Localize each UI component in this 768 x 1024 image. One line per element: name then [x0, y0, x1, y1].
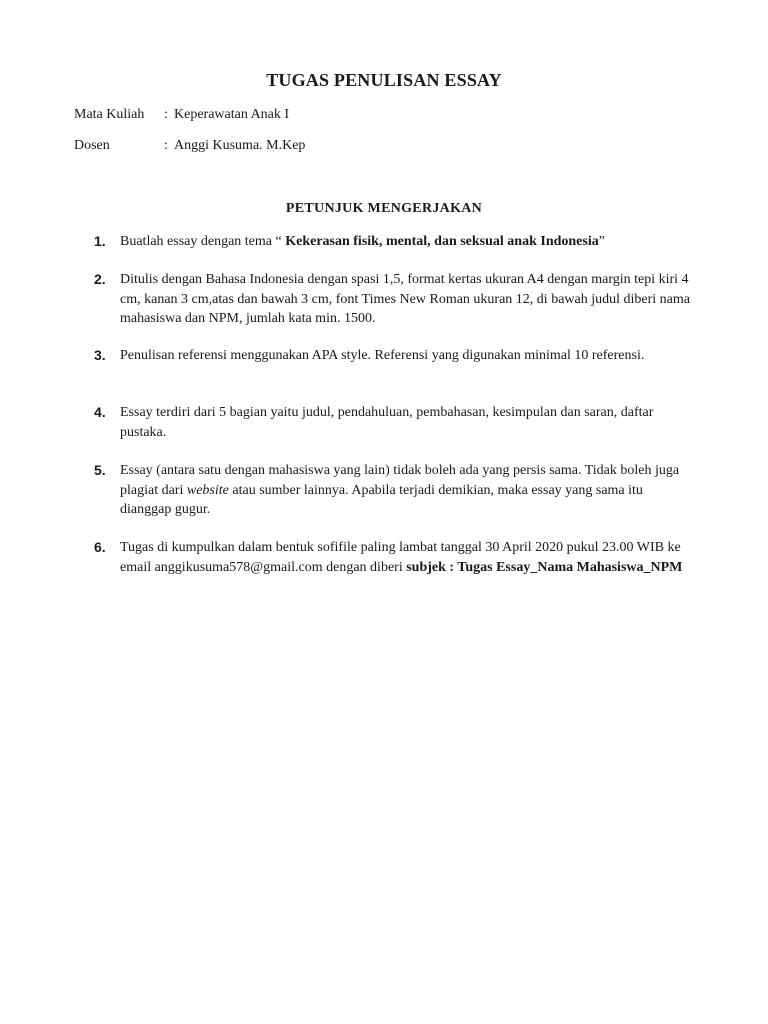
instruction-text	[120, 538, 692, 577]
instruction-text-part: Tugas di kumpulkan dalam bentuk sofifile paling lambat tanggal 30 April 2020 pukul 23.00 WIB ke email anggikusuma578@gmail.com dengan diberi	[120, 540, 681, 575]
instruction-item	[94, 538, 694, 577]
instruction-number: 2.	[94, 271, 106, 287]
instruction-number: 3.	[94, 347, 106, 363]
instruction-emphasis: website	[186, 482, 229, 498]
instruction-item	[94, 232, 694, 252]
instruction-item	[94, 461, 694, 520]
meta-value: Keperawatan Anak I	[174, 107, 290, 122]
meta-separator: :	[164, 107, 168, 122]
instruction-number: 6.	[94, 539, 106, 555]
document-title: TUGAS PENULISAN ESSAY	[266, 70, 502, 90]
instruction-number: 4.	[94, 404, 106, 420]
meta-label: Dosen	[74, 138, 110, 153]
instruction-item	[94, 270, 694, 329]
instruction-text-part: Buatlah essay dengan tema “	[120, 234, 286, 249]
instruction-text-part: ”	[598, 234, 605, 249]
meta-value: Anggi Kusuma. M.Kep	[174, 138, 306, 153]
meta-separator: :	[164, 138, 168, 153]
instruction-text: Ditulis dengan Bahasa Indonesia dengan spasi 1,5, format kertas ukuran A4 dengan margin tepi kiri 4 cm, kanan 3 cm,atas dan bawah 3 cm, font Times New Roman ukuran 12, di bawah judul diberi nama mahasiswa dan NPM, jumlah kata min. 1500.	[120, 272, 690, 326]
instruction-number: 5.	[94, 462, 106, 478]
meta-label: Mata Kuliah	[74, 107, 145, 122]
instruction-theme: Kekerasan fisik, mental, dan seksual anak Indonesia	[285, 234, 599, 249]
meta-row-course	[74, 107, 289, 123]
instruction-text	[120, 461, 692, 520]
instruction-text-part: Essay (antara satu dengan mahasiswa yang lain) tidak boleh ada yang persis sama. Tidak boleh juga plagiat dari	[120, 463, 680, 498]
section-heading: PETUNJUK MENGERJAKAN	[285, 201, 483, 216]
instruction-text: Penulisan referensi menggunakan APA style. Referensi yang digunakan minimal 10 referensi.	[120, 348, 645, 363]
instruction-text	[120, 232, 692, 252]
instruction-text: Essay terdiri dari 5 bagian yaitu judul, pendahuluan, pembahasan, kesimpulan dan saran, daftar pustaka.	[120, 405, 654, 440]
instruction-item	[94, 346, 694, 366]
instruction-item	[94, 403, 694, 442]
instruction-number: 1.	[94, 233, 106, 249]
instruction-subject-format: subjek : Tugas Essay_Nama Mahasiswa_NPM	[406, 559, 683, 575]
instruction-text-part: atau sumber lainnya. Apabila terjadi demikian, maka essay yang sama itu dianggap gugur.	[120, 482, 643, 517]
meta-row-lecturer	[74, 138, 305, 154]
